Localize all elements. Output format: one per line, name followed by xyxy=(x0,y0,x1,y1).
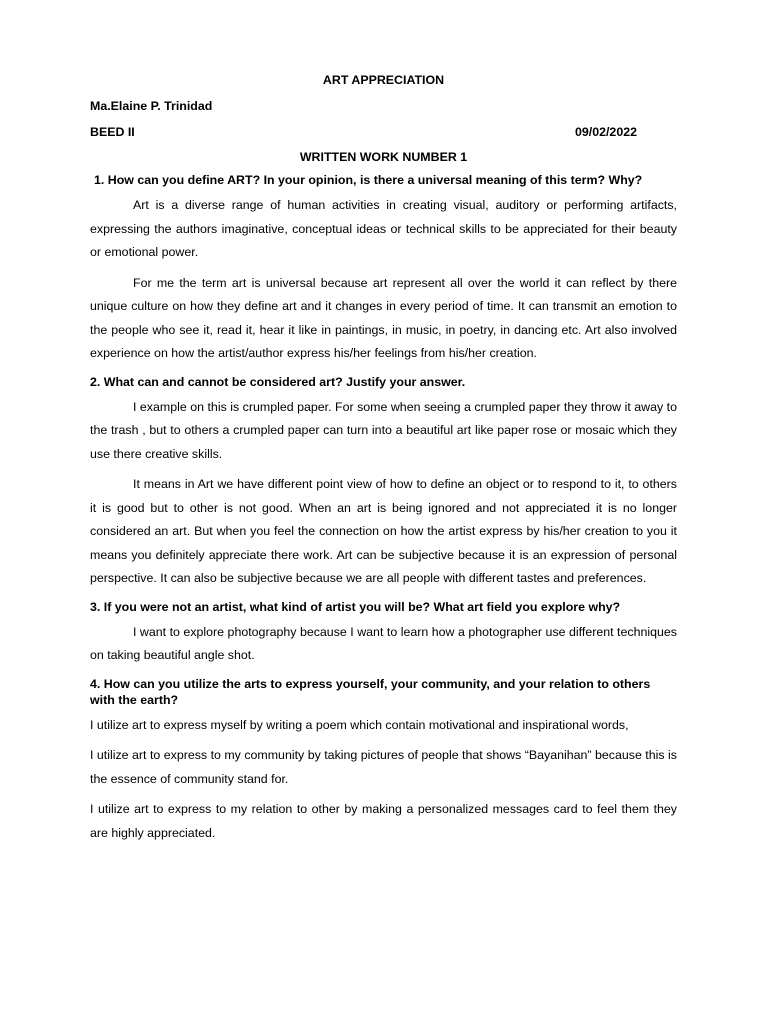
course-date-row xyxy=(90,124,677,140)
answer-4-paragraph-1: I utilize art to express myself by writing a poem which contain motivational and inspirational words, xyxy=(90,717,629,732)
course-label: BEED II xyxy=(90,125,135,139)
answer-1-paragraph-1: Art is a diverse range of human activities in creating visual, auditory or performing artifacts, expressing the authors imaginative, conceptual ideas or technical skills to be appreciated for their beauty or emotional power. xyxy=(90,198,677,259)
author-name: Ma.Elaine P. Trinidad xyxy=(90,99,213,113)
answer-2-paragraph-1: I example on this is crumpled paper. For some when seeing a crumpled paper they throw it away to the trash , but to others a crumpled paper can turn into a beautiful art like paper rose or mosaic which they use there creative skills. xyxy=(90,399,677,461)
document-subtitle: WRITTEN WORK NUMBER 1 xyxy=(299,150,468,164)
document-title: ART APPRECIATION xyxy=(322,73,445,87)
answer-1-paragraph-2: For me the term art is universal because art represent all over the world it can reflect by there unique culture on how they define art and it changes in every period of time. It can transmit an emotion to the people who see it, read it, hear it like in paintings, in music, in poetry, in dancing etc. Art also involved experience on how the artist/author express his/her feelings from his/her creation. xyxy=(90,275,677,360)
answer-3-paragraph-1: I want to explore photography because I want to learn how a photographer use different techniques on taking beautiful angle shot. xyxy=(90,624,677,662)
answer-4-paragraph-3: I utilize art to express to my relation to other by making a personalized messages card to feel them they are highly appreciated. xyxy=(90,802,677,840)
date-label: 09/02/2022 xyxy=(574,125,637,139)
question-1: 1. How can you define ART? In your opinion, is there a universal meaning of this term? Why? xyxy=(94,173,643,187)
question-3: 3. If you were not an artist, what kind of artist you will be? What art field you explore why? xyxy=(90,599,621,614)
question-4: 4. How can you utilize the arts to express yourself, your community, and your relation to others with the earth? xyxy=(90,676,651,707)
question-2: 2. What can and cannot be considered art? Justify your answer. xyxy=(90,374,466,389)
answer-2-paragraph-2: It means in Art we have different point view of how to define an object or to respond to it, to others it is good but to other is not good. When an art is being ignored and not appreciated it is no longer considered an art. But when you feel the connection on how the artist express by his/her creation to you it means you definitely appreciate there work. Art can be subjective because it is an expression of personal perspective. It can also be subjective because we are all people with different tastes and preferences. xyxy=(90,477,677,585)
answer-4-paragraph-2: I utilize art to express to my community by taking pictures of people that shows “Bayanihan” because this is the essence of community stand for. xyxy=(90,748,677,786)
document-body xyxy=(90,72,677,852)
